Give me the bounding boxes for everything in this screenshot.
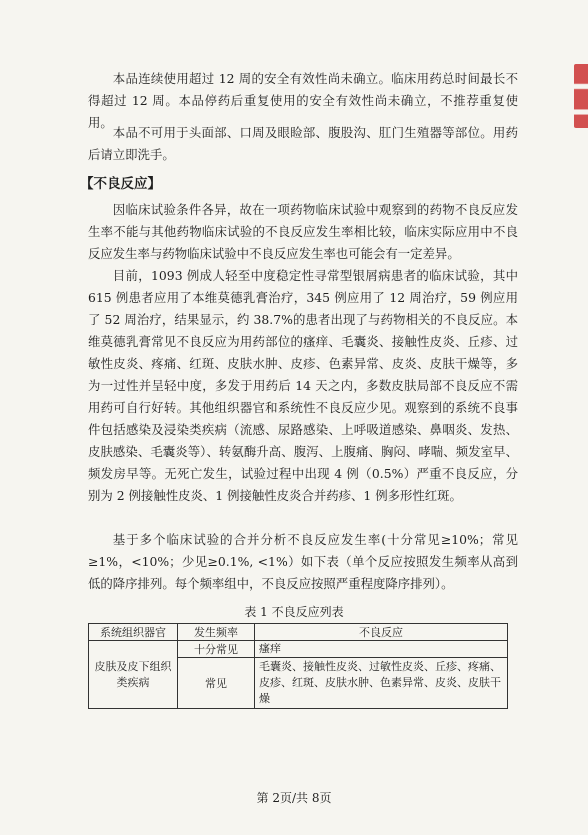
table-cell-frequency: 常见 xyxy=(178,658,255,709)
table-title: 表 1 不良反应列表 xyxy=(244,605,344,619)
paragraph-frequency-definition: 基于多个临床试验的合并分析不良反应发生率(十分常见≥10%；常见≥1%，<10%；少见≥0.1%, <1%）如下表（单个反应按照发生频率从高到低的降序排列。每个频率组中，不良反应按照严重程度降序排列）。 xyxy=(88,532,518,591)
table-cell-reactions: 瘙痒 xyxy=(255,641,508,658)
paragraph-usage-duration: 本品连续使用超过 12 周的安全有效性尚未确立。临床用药总时间最长不得超过 12 周。本品停药后重复使用的安全有效性尚未确立，不推荐重复使用。 xyxy=(88,71,518,130)
paragraph-trial-results: 目前，1093 例成人轻至中度稳定性寻常型银屑病患者的临床试验，其中 615 例患者应用了本维莫德乳膏治疗，345 例应用了 12 周治疗，59 例应用了 52 周治疗，结果显示，约 38.7%的患者出现了与药物相关的不良反应。本维莫德乳膏常见不良反应为用药部位的瘙痒、毛囊炎、接触性皮炎、丘疹、过敏性皮炎、疼痛、红斑、皮肤水肿、皮疹、色素异常、皮炎、皮肤干燥等，多为一过性并呈轻中度，多发于用药后 14 天之内，多数皮肤局部不良反应不需用药可自行好转。其他组织器官和系统性不良反应少见。观察到的系统不良事件包括感染及浸染类疾病（流感、尿路感染、上呼吸道感染、鼻咽炎、发热、皮肤感染、毛囊炎等）、转氨酶升高、腹泻、上腹痛、胸闷、哮喘、频发室早、频发房早等。无死亡发生，试验过程中出现 4 例（0.5%）严重不良反应，分别为 2 例接触性皮炎、1 例接触性皮炎合并药疹、1 例多形性红斑。 xyxy=(88,268,518,503)
table-header-reactions: 不良反应 xyxy=(255,624,508,641)
section-heading-adverse-reactions: 【不良反应】 xyxy=(80,176,161,192)
table-cell-reactions: 毛囊炎、接触性皮炎、过敏性皮炎、丘疹、疼痛、皮疹、红斑、皮肤水肿、色素异常、皮炎、皮肤干燥 xyxy=(255,658,508,709)
table-header-frequency: 发生频率 xyxy=(178,624,255,641)
adverse-reactions-table xyxy=(88,623,508,709)
paragraph-application-sites: 本品不可用于头面部、口周及眼睑部、腹股沟、肛门生殖器等部位。用药后请立即洗手。 xyxy=(88,125,518,162)
table-header-row xyxy=(89,624,508,641)
table-header-system: 系统组织器官 xyxy=(89,624,178,641)
page-number-footer: 第 2页/共 8页 xyxy=(256,791,332,805)
table-cell-system: 皮肤及皮下组织类疾病 xyxy=(89,641,178,709)
table-row xyxy=(89,641,508,658)
red-seal-stamp xyxy=(574,64,588,128)
table-cell-frequency: 十分常见 xyxy=(178,641,255,658)
paragraph-trial-conditions: 因临床试验条件各异，故在一项药物临床试验中观察到的药物不良反应发生率不能与其他药物临床试验的不良反应发生率相比较，临床实际应用中不良反应发生率与药物临床试验中不良反应发生率也可能会有一定差异。 xyxy=(88,202,518,261)
